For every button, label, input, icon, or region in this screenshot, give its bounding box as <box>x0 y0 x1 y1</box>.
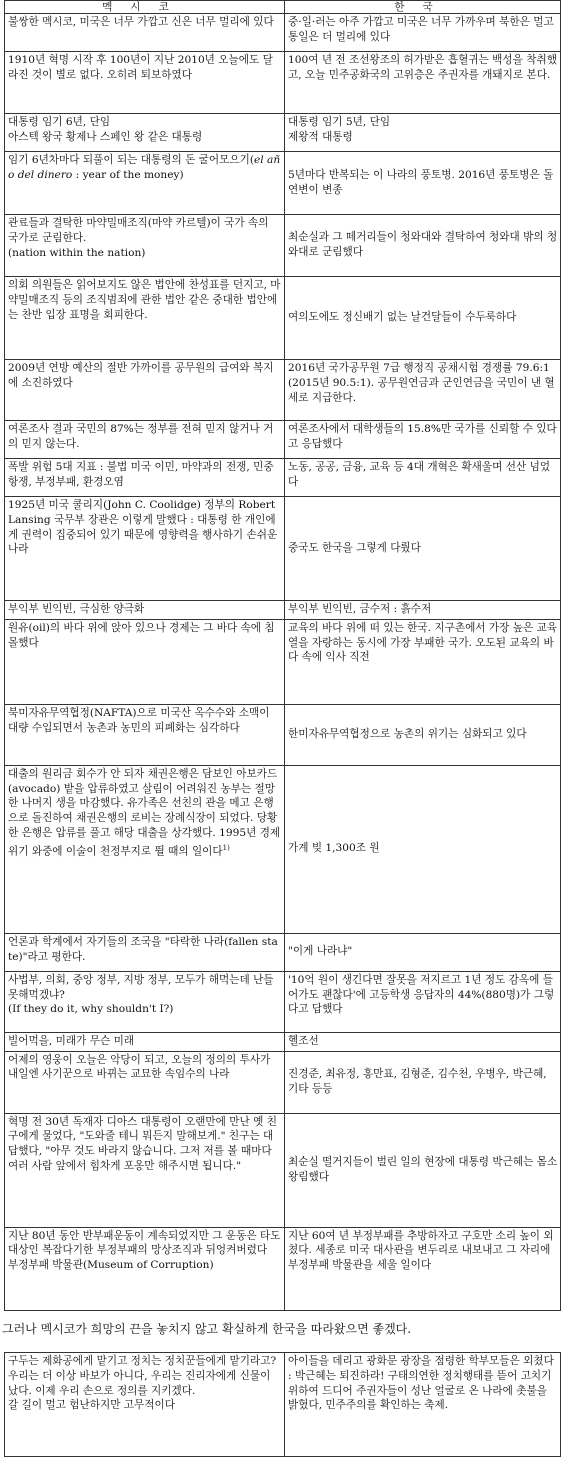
cell-text: 한미자유무역협정으로 농촌의 위기는 심화되고 있다 <box>288 727 527 740</box>
table-row <box>5 459 561 497</box>
table-body <box>5 14 561 1311</box>
cell-text: 대통령 임기 6년, 단임 아스텍 왕국 황제나 스페인 왕 같은 대통령 <box>8 116 203 143</box>
cell-text: 부익부 빈익빈, 극심한 양극화 <box>8 603 145 615</box>
cell-text: 대통령 임기 5년, 단임 제왕적 대통령 <box>288 116 391 143</box>
mexico-cell <box>5 704 285 765</box>
cell-text: 관료들과 결탁한 마약밀매조직(마약 카르텔)이 국가 속의 국가로 군림한다. (nation within the nation) <box>8 217 269 259</box>
korea-cell <box>285 114 561 152</box>
cell-text: 2009년 연방 예산의 절반 가까이를 공무원의 급여와 복지에 소진하였다 <box>8 362 274 389</box>
cell-text: 여론조사 결과 국민의 87%는 정부를 전혀 믿지 않거나 거의 믿지 않는다. <box>8 423 274 450</box>
mexico-cell <box>5 497 285 601</box>
table-row <box>5 619 561 704</box>
cell-text: 구두는 제화공에게 맡기고 정치는 정치꾼들에게 맡기라고? 우리는 더 이상 바보가 아니다, 우리는 진리자에게 신물이 났다. 이제 우리 손으로 정의를 지키겠다. 갈 길이 멀고 험난하지만 고무적이다 <box>8 1355 277 1412</box>
footnote-marker: 1) <box>222 843 230 852</box>
korea-cell <box>285 360 561 421</box>
table-row <box>5 277 561 360</box>
table-row <box>5 1032 561 1051</box>
mexico-cell <box>5 765 285 933</box>
mexico-cell <box>5 277 285 360</box>
cell-text: 헬조선 <box>288 1034 319 1047</box>
cell-text: 어제의 영웅이 오늘은 악당이 되고, 오늘의 정의의 투사가 내일엔 사기꾼으로 바뀌는 교묘한 속임수의 나라 <box>8 1053 271 1081</box>
cell-text: 지난 60여 년 부정부패를 추방하자고 구호만 소리 높이 외쳤다. 세종로 미국 대사관을 변두리로 내보내고 그 자리에 부정부패 박물관을 세울 일이다 <box>288 1229 554 1272</box>
cell-text: '10억 원이 생긴다면 잘못을 저지르고 1년 정도 감옥에 들어가도 괜찮다'에 고등학생 응답자의 44%(880명)가 그렇다고 답했다 <box>288 973 555 1016</box>
cell-text: 2016년 국가공무원 7급 행정직 공채시험 경쟁률 79.6:1(2015년 90.5:1). 공무원연금과 군인연금을 국민이 낸 혈세로 지급한다. <box>288 362 555 404</box>
table-row <box>5 114 561 152</box>
mexico-cell <box>5 1113 285 1227</box>
korea-cell <box>285 704 561 765</box>
korea-cell <box>285 601 561 620</box>
korea-cell <box>285 152 561 215</box>
cell-text: 1925년 미국 쿨리지(John C. Coolidge) 정부의 Robert Lansing 국무부 장관은 이렇게 말했다 : 대통령 한 개인에게 권력이 집중되어 있기 때문에 영향력을 행사하기 손쉬운 나라 <box>8 499 278 556</box>
cell-text: 원유(oil)의 바다 위에 앉아 있으나 경제는 그 바다 속에 침몰했다 <box>8 621 275 649</box>
cell-text: 중국도 한국을 그렇게 다뤘다 <box>288 541 421 554</box>
korea-cell <box>285 14 561 52</box>
cell-text: 지난 80년 동안 반부패운동이 계속되었지만 그 운동은 타도 대상인 복잡다기한 부정부패의 망상조직과 뒤엉켜버렸다 부정부패 박물관(Museum of Corruption) <box>8 1229 281 1272</box>
cell-text: 임기 6년차마다 되풀이 되는 대통령의 돈 굴어모으기( <box>8 154 254 166</box>
cell-text: 최순실 떨거지들이 벌린 일의 현장에 대통령 박근혜는 몸소 왕림했다 <box>288 1155 558 1183</box>
table-row <box>5 14 561 52</box>
mexico-cell <box>5 14 285 52</box>
cell-text: 아이들을 데리고 광화문 광장을 점령한 학부모들은 외쳤다 : 박근혜는 퇴진하라! 구태의연한 정치행태를 뜯어 고치기 위하여 드디어 주권자들이 성난 얼굴로 온 나라에 촛불을 밝혔다, 민주주의를 확인하는 축제. <box>288 1355 554 1412</box>
mexico-cell <box>5 152 285 215</box>
cell-text: 5년마다 반복되는 이 나라의 풍토병. 2016년 풍토병은 돌연변이 변종 <box>288 168 554 196</box>
cell-text: 빌어먹을, 미래가 무슨 미래 <box>8 1034 135 1047</box>
korea-cell <box>285 215 561 277</box>
cell-text: 여의도에도 정신배기 없는 날건달들이 수두룩하다 <box>288 311 517 324</box>
mexico-cell <box>5 215 285 277</box>
table-row <box>5 152 561 215</box>
mexico-cell <box>5 619 285 704</box>
table-row <box>5 1227 561 1310</box>
summary-sentence: 그러나 멕시코가 희망의 끈을 놓치지 않고 확실하게 한국을 따라왔으면 좋겠다. <box>2 1322 412 1336</box>
mexico-cell <box>5 933 285 971</box>
cell-text: 진경준, 최유정, 홍만표, 김형준, 김수천, 우병우, 박근혜, 기타 등등 <box>288 1067 547 1095</box>
mexico-cell <box>5 1353 285 1457</box>
table-row <box>5 497 561 601</box>
korea-cell <box>285 277 561 360</box>
mexico-cell <box>5 971 285 1032</box>
cell-text: "이게 나라냐" <box>288 945 353 958</box>
korea-cell <box>285 1032 561 1051</box>
cell-text: 1910년 혁명 시작 후 100년이 지난 2010년 오늘에도 달라진 것이 별로 없다. 오히려 퇴보하였다 <box>8 54 273 81</box>
korea-cell <box>285 765 561 933</box>
korea-cell <box>285 1113 561 1227</box>
cell-text: 사법부, 의회, 중앙 정부, 지방 정부, 모두가 해먹는데 난들 못해먹겠냐? (If they do it, why shouldn't I?) <box>8 973 274 1016</box>
table-row <box>5 421 561 459</box>
korea-cell <box>285 459 561 497</box>
table-row <box>5 1353 561 1457</box>
table-row <box>5 971 561 1032</box>
cell-text: 언론과 학계에서 자기들의 조국을 "타락한 나라(fallen state)"라고 평한다. <box>8 935 278 963</box>
table-row <box>5 601 561 620</box>
korea-cell <box>285 971 561 1032</box>
table-row <box>5 1051 561 1113</box>
cell-text: 불쌍한 멕시코, 미국은 너무 가깝고 신은 너무 멀리에 있다 <box>8 16 274 28</box>
mexico-cell <box>5 360 285 421</box>
mexico-cell <box>5 1051 285 1113</box>
mexico-cell <box>5 52 285 114</box>
cell-text: 혁명 전 30년 독재자 디아스 대통령이 오랜만에 만난 옛 친구에게 물었다, "도와줄 테니 뭐든지 말해보게." 친구는 대답했다, "아무 것도 바라지 않습니다. 그저 저를 볼 때마다 여러 사람 앞에서 힘차게 포옹만 해주시면 됩니다." <box>8 1115 277 1172</box>
mexico-cell <box>5 1227 285 1310</box>
cell-text: 의회 의원들은 읽어보지도 않은 법안에 찬성표를 던지고, 마약밀매조직 등의 조직범죄에 관한 법안 같은 중대한 법안에는 찬반 입장 표명을 회피한다. <box>8 279 281 321</box>
korea-cell <box>285 1353 561 1457</box>
cell-text: 100여 년 전 조선왕조의 허가받은 흡혈귀는 백성을 착취했고, 오늘 민주공화국의 고위층은 주권자를 개돼지로 본다. <box>288 54 557 81</box>
korea-cell <box>285 52 561 114</box>
korea-cell <box>285 1227 561 1310</box>
header-korea: 한국 <box>285 1 561 14</box>
cell-text-italic: el año del dinero <box>8 154 281 181</box>
cell-text: 최순실과 그 떼거리들이 청와대와 결탁하여 청와대 밖의 청와대로 군림했다 <box>288 231 558 258</box>
cell-text: 여론조사에서 대학생들의 15.8%만 국가를 신뢰할 수 있다고 응답했다 <box>288 423 557 450</box>
table-row <box>5 704 561 765</box>
closing-table <box>4 1352 561 1457</box>
korea-cell <box>285 619 561 704</box>
mexico-cell <box>5 114 285 152</box>
cell-text: 교육의 바다 위에 떠 있는 한국. 지구촌에서 가장 높은 교육열을 자랑하는 동시에 가장 부패한 국가. 오도된 교육의 바다 속에 익사 직전 <box>288 621 558 664</box>
table-row <box>5 1113 561 1227</box>
table-row <box>5 765 561 933</box>
header-mexico: 멕시코 <box>5 1 285 14</box>
mexico-cell <box>5 421 285 459</box>
mexico-cell <box>5 459 285 497</box>
cell-text: 가계 빚 1,300조 원 <box>288 842 380 855</box>
korea-cell <box>285 933 561 971</box>
table-row <box>5 215 561 277</box>
korea-cell <box>285 421 561 459</box>
table-row <box>5 933 561 971</box>
cell-text: 노동, 공공, 금융, 교육 등 4대 개혁은 확새울며 선산 넘었다 <box>288 461 551 488</box>
cell-text: 중·일·러는 아주 가깝고 미국은 너무 가까우며 북한은 멀고 통일은 더 멀리에 있다 <box>288 16 554 43</box>
comparison-table <box>4 0 561 1311</box>
table-row <box>5 52 561 114</box>
korea-cell <box>285 1051 561 1113</box>
korea-cell <box>285 497 561 601</box>
mexico-cell <box>5 1032 285 1051</box>
cell-text: : year of the money) <box>72 168 184 181</box>
cell-text: 부익부 빈익빈, 금수저 : 흙수저 <box>288 603 432 615</box>
cell-text: 대출의 원리금 회수가 안 되자 채권은행은 담보인 아보카드(avocado) 밭을 압류하였고 살림이 어려워진 농부는 절망한 나머지 생을 마감했다. 유가족은 선친의 관을 메고 은행으로 돌진하여 채권은행의 로비는 장례식장이 되었다. 당황한 은행은 압류를 풀고 해당 대출을 상각했다. 1995년 경제위기 와중에 이술이 천정부지로 뛸 때의 일이다 <box>8 767 281 858</box>
cell-text: 폭발 위험 5대 지표 : 불법 미국 이민, 마약과의 전쟁, 민중항쟁, 부정부패, 환경오염 <box>8 461 274 488</box>
table-row <box>5 360 561 421</box>
cell-text: 북미자유무역협정(NAFTA)으로 미국산 옥수수와 소맥이 대량 수입되면서 농촌과 농민의 피폐화는 심각하다 <box>8 706 270 734</box>
mexico-cell <box>5 601 285 620</box>
table-header-row <box>5 1 561 14</box>
